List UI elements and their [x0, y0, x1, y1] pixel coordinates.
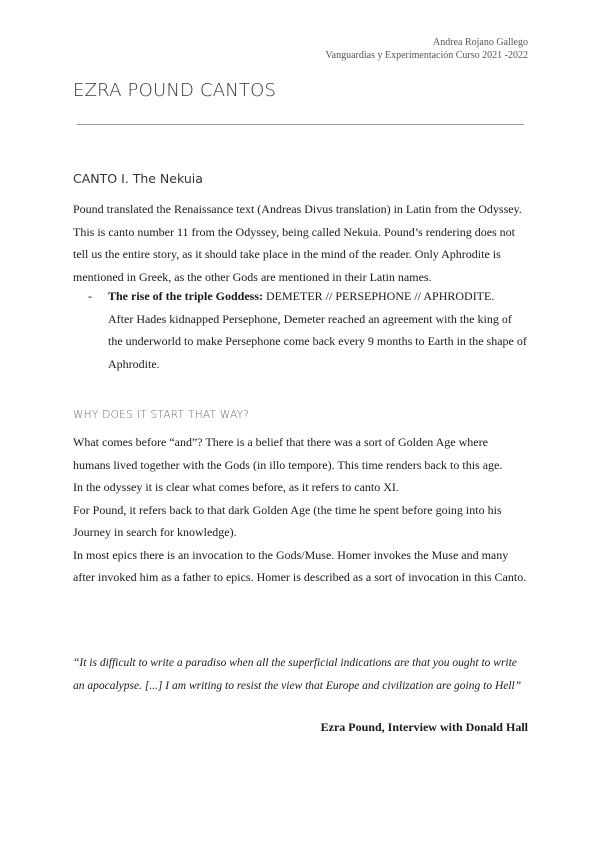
header-course: Vanguardias y Experimentación Curso 2021 -2022 [325, 50, 528, 61]
why-start-body [73, 431, 528, 589]
page-header [326, 36, 528, 62]
quote-attribution: Ezra Pound, Interview with Donald Hall [320, 720, 528, 734]
canto-i-paragraph: Pound translated the Renaissance text (Andreas Divus translation) in Latin from the Odyssey. This is canto number 11 from the Odyssey, being called Nekuia. Pound’s rendering does not tell us the entire story, as it should take place in the mind of the reader. Only Aphrodite is mentioned in Greek, as the other Gods are mentioned in their Latin names. [73, 202, 522, 284]
bullet-first-line-rest: DEMETER // PERSEPHONE // APHRODITE. [263, 289, 495, 303]
bullet-marker: - [88, 289, 92, 303]
why-paragraph-1: What comes before “and”? There is a belief that there was a sort of Golden Age where humans lived together with the Gods (in illo tempore). This time renders back to this age. [73, 435, 503, 472]
bullet-continuation: After Hades kidnapped Persephone, Demeter reached an agreement with the king of the underworld to make Persephone come back every 9 months to Earth in the shape of Aphrodite. [108, 311, 527, 371]
bullet-item-triple-goddess [108, 285, 528, 375]
title-divider [77, 124, 524, 125]
why-paragraph-4: In most epics there is an invocation to the Gods/Muse. Homer invokes the Muse and many after invoked him as a father to epics. Homer is described as a sort of invocation in this Canto. [73, 547, 527, 584]
why-paragraph-2: In the odyssey it is clear what comes before, as it refers to canto XI. [73, 480, 399, 494]
section-heading-canto-i: CANTO I. The Nekuia [73, 171, 203, 186]
header-author: Andrea Rojano Gallego [433, 37, 528, 48]
section-heading-why-start: WHY DOES IT START THAT WAY? [73, 409, 250, 421]
bullet-first-line [108, 285, 528, 308]
document-title: EZRA POUND CANTOS [73, 80, 277, 101]
bullet-bold-label: The rise of the triple Goddess: [108, 289, 263, 303]
pound-quote: “It is difficult to write a paradiso when all the superficial indications are that you ought to write an apocalypse. [...] I am writing to resist the view that Europe and civilization are going to Hell” [73, 657, 522, 692]
why-paragraph-3: For Pound, it refers back to that dark Golden Age (the time he spent before going into his Journey in search for knowledge). [73, 502, 502, 539]
